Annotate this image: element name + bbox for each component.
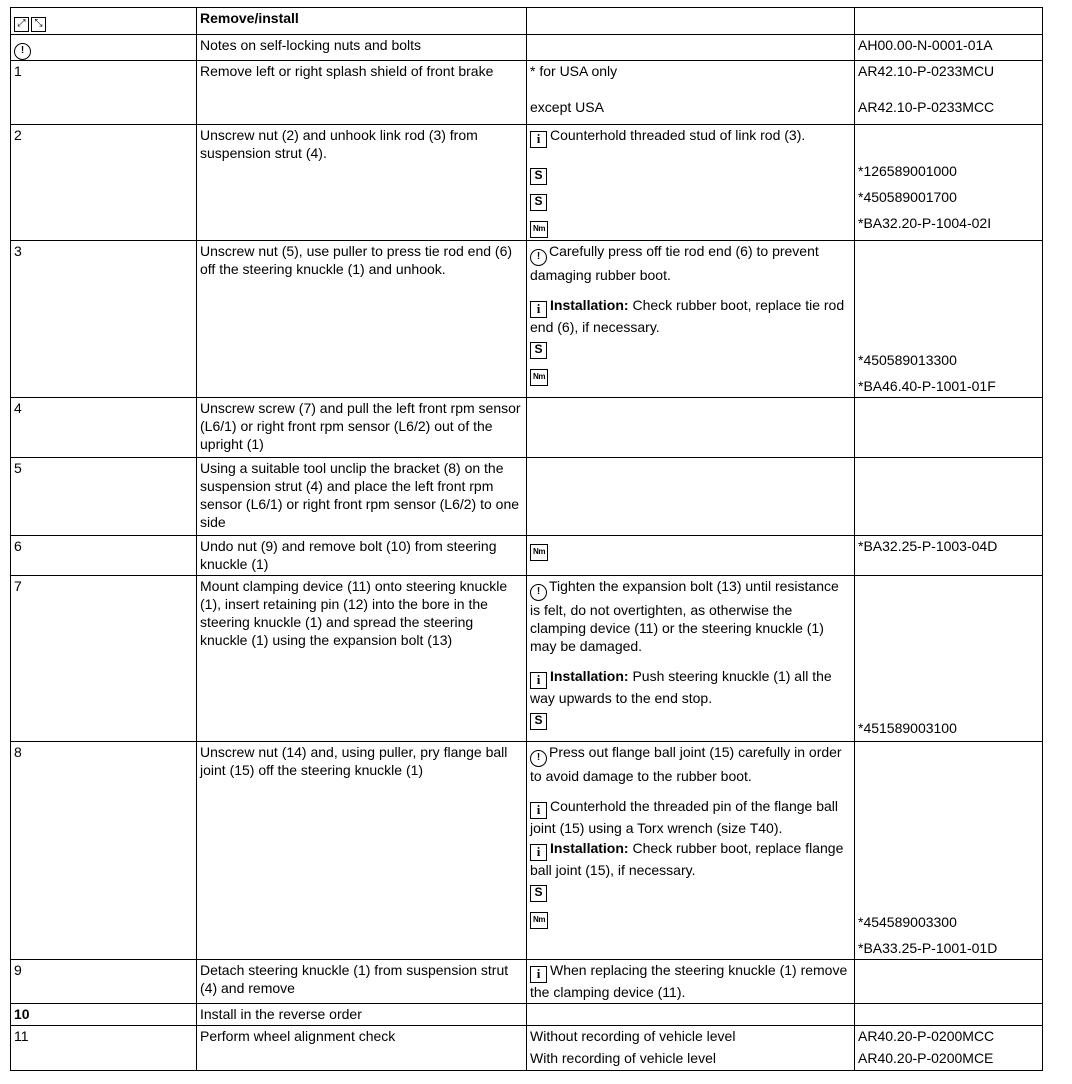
warning-icon: ! — [530, 249, 547, 266]
step-text: Undo nut (9) and remove bolt (10) from steering knuckle (1) — [197, 536, 527, 576]
info-icon: i — [530, 131, 547, 148]
step-number: 8 — [11, 742, 197, 960]
torque-icon: Nm — [530, 544, 548, 561]
step-refs — [855, 241, 1043, 398]
warning-icon: ! — [530, 750, 547, 767]
warning-icon: ! — [530, 584, 547, 601]
tool-ref-link[interactable]: *451589003100 — [858, 720, 957, 736]
step-number: 3 — [11, 241, 197, 398]
info-icon: i — [530, 844, 547, 861]
warning-icon: ! — [14, 43, 31, 60]
step-number: 7 — [11, 576, 197, 742]
ref-link[interactable]: AR42.10-P-0233MCU — [858, 63, 995, 79]
special-tool-icon: S — [530, 713, 547, 730]
step-text: Unscrew nut (5), use puller to press tie rod end (6) off the steering knuckle (1) and unhook. — [197, 241, 527, 398]
expand-icon[interactable]: ⤢ — [14, 17, 29, 32]
step-number: 1 — [11, 61, 197, 125]
step-text: Unscrew nut (2) and unhook link rod (3) from suspension strut (4). — [197, 125, 527, 241]
step-number: 5 — [11, 458, 197, 536]
step-text: Detach steering knuckle (1) from suspension strut (4) and remove — [197, 960, 527, 1004]
collapse-icon[interactable]: ⤡ — [31, 17, 46, 32]
special-tool-icon: S — [530, 194, 547, 211]
step-detail: i When replacing the steering knuckle (1) remove the clamping device (11). — [527, 960, 855, 1004]
ref-link[interactable]: AR42.10-P-0233MCC — [858, 99, 995, 115]
torque-icon: Nm — [530, 912, 548, 929]
step-row — [11, 241, 1043, 398]
step-row — [11, 398, 1043, 458]
step-refs — [855, 576, 1043, 742]
step-number: 2 — [11, 125, 197, 241]
tool-ref-link[interactable]: *450589001700 — [858, 189, 957, 205]
tool-ref-link[interactable]: *450589013300 — [858, 352, 957, 368]
step-detail: ! Tighten the expansion bolt (13) until resistance is felt, do not overtighten, as otherwise the clamping device (11) or the steering knuckle (1) may be damaged. i Installation: Push steering knuckle (1) all the way upwards to the end stop. S — [527, 576, 855, 742]
step-number: 4 — [11, 398, 197, 458]
special-tool-icon: S — [530, 885, 547, 902]
torque-ref-link[interactable]: *BA32.20-P-1004-02I — [858, 215, 992, 231]
torque-icon: Nm — [530, 369, 548, 386]
step-row — [11, 458, 1043, 536]
step-text: Perform wheel alignment check — [197, 1026, 527, 1071]
step-row — [11, 742, 1043, 960]
torque-ref-link[interactable]: *BA33.25-P-1001-01D — [858, 940, 998, 956]
step-refs — [855, 742, 1043, 960]
ref-link[interactable]: AR40.20-P-0200MCC — [858, 1028, 995, 1044]
tool-ref-link[interactable]: *454589003300 — [858, 914, 957, 930]
step-number: 6 — [11, 536, 197, 576]
step-refs — [855, 61, 1043, 125]
header-title: Remove/install — [197, 8, 527, 35]
step-detail: ! Press out flange ball joint (15) carefully in order to avoid damage to the rubber boot. i Counterhold the threaded pin of the flange ball joint (15) using a Torx wrench (size T40). i Installation: Check rubber boot, replace flange ball joint (15), if necessary. S Nm — [527, 742, 855, 960]
ref-link[interactable]: AR40.20-P-0200MCE — [858, 1050, 994, 1066]
step-text: Mount clamping device (11) onto steering knuckle (1), insert retaining pin (12) into the bore in the steering knuckle (1) and spread the steering knuckle (1) using the expansion bolt (13) — [197, 576, 527, 742]
step-detail — [527, 536, 855, 576]
torque-ref-link[interactable]: *BA46.40-P-1001-01F — [858, 378, 996, 394]
notes-row — [11, 35, 1043, 61]
info-icon: i — [530, 802, 547, 819]
special-tool-icon: S — [530, 168, 547, 185]
info-icon: i — [530, 672, 547, 689]
step-number: 9 — [11, 960, 197, 1004]
torque-icon: Nm — [530, 221, 548, 238]
torque-ref-link[interactable]: *BA32.25-P-1003-04D — [855, 536, 1043, 576]
special-tool-icon: S — [530, 342, 547, 359]
notes-text: Notes on self-locking nuts and bolts — [197, 35, 527, 61]
step-text: Install in the reverse order — [197, 1004, 527, 1026]
info-icon: i — [530, 966, 547, 983]
step-row — [11, 1004, 1043, 1026]
step-number: 10 — [11, 1004, 197, 1026]
step-detail: i Counterhold threaded stud of link rod (3). S S Nm — [527, 125, 855, 241]
step-text: Unscrew screw (7) and pull the left front rpm sensor (L6/1) or right front rpm sensor (L6/2) out of the upright (1) — [197, 398, 527, 458]
step-text: Remove left or right splash shield of front brake — [197, 61, 527, 125]
step-detail: Without recording of vehicle level With recording of vehicle level — [527, 1026, 855, 1071]
step-row — [11, 576, 1043, 742]
step-row — [11, 125, 1043, 241]
header-row — [11, 8, 1043, 35]
step-detail: * for USA only except USA — [527, 61, 855, 125]
step-row — [11, 61, 1043, 125]
procedure-table — [10, 7, 1043, 1071]
step-detail: ! Carefully press off tie rod end (6) to prevent damaging rubber boot. i Installation: Check rubber boot, replace tie rod end (6), if necessary. S Nm — [527, 241, 855, 398]
step-number: 11 — [11, 1026, 197, 1071]
step-row — [11, 1026, 1043, 1071]
info-icon: i — [530, 301, 547, 318]
step-row — [11, 960, 1043, 1004]
tool-ref-link[interactable]: *126589001000 — [858, 163, 957, 179]
step-refs — [855, 1026, 1043, 1071]
step-row — [11, 536, 1043, 576]
step-refs — [855, 125, 1043, 241]
step-text: Unscrew nut (14) and, using puller, pry flange ball joint (15) off the steering knuckle (1) — [197, 742, 527, 960]
header-icons-cell — [11, 8, 197, 35]
step-text: Using a suitable tool unclip the bracket (8) on the suspension strut (4) and place the left front rpm sensor (L6/1) or right front rpm sensor (L6/2) to one side — [197, 458, 527, 536]
notes-ref-link[interactable]: AH00.00-N-0001-01A — [855, 35, 1043, 61]
